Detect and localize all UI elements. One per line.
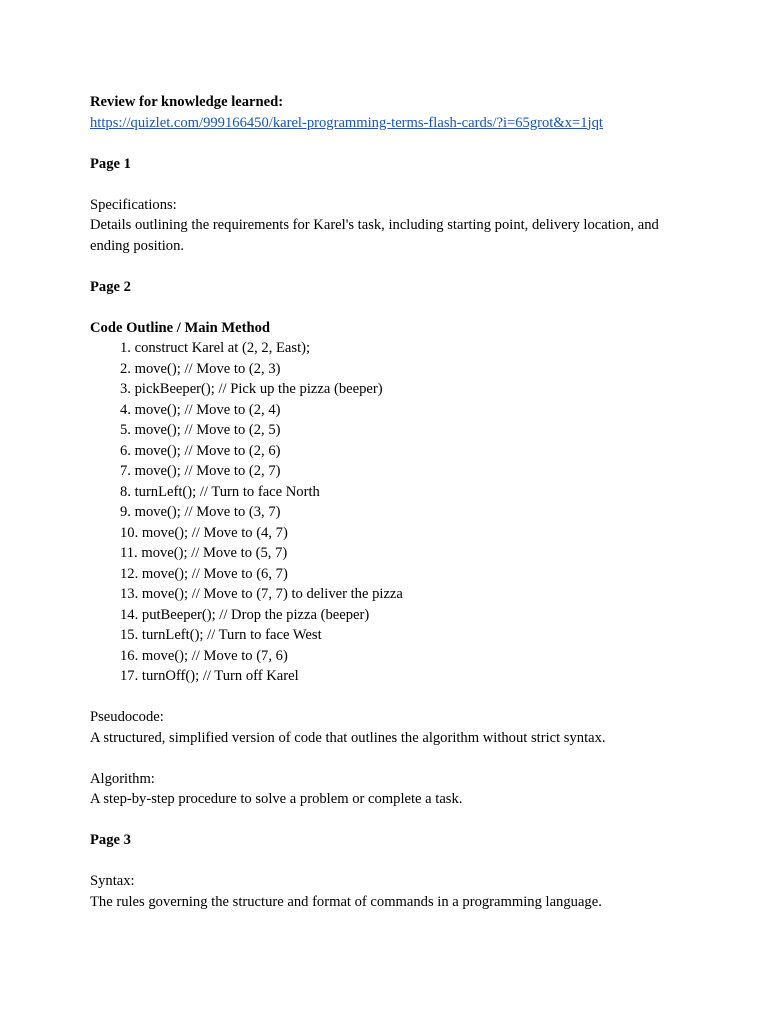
list-item: 9. move(); // Move to (3, 7) — [120, 504, 281, 520]
list-item: 6. move(); // Move to (2, 6) — [120, 442, 281, 459]
specifications-term: Specifications: — [90, 196, 177, 213]
syntax-definition: The rules governing the structure and format of commands in a programming language. — [90, 893, 602, 910]
page2-heading: Page 2 — [90, 278, 131, 295]
review-heading: Review for knowledge learned: — [90, 94, 284, 110]
pseudocode-term: Pseudocode: — [90, 709, 164, 725]
spacer — [90, 256, 690, 277]
syntax-term: Syntax: — [90, 873, 135, 889]
spacer — [90, 174, 690, 195]
list-item: 7. move(); // Move to (2, 7) — [120, 463, 281, 479]
list-item: 10. move(); // Move to (4, 7) — [120, 524, 288, 541]
list-item: 5. move(); // Move to (2, 5) — [120, 422, 281, 438]
list-item: 16. move(); // Move to (7, 6) — [120, 647, 288, 664]
page3-heading: Page 3 — [90, 832, 131, 848]
code-outline-list — [90, 338, 690, 687]
list-item: 4. move(); // Move to (2, 4) — [120, 401, 281, 418]
pseudocode-definition: A structured, simplified version of code that outlines the algorithm without strict syntax. — [90, 729, 606, 746]
spacer — [90, 297, 690, 318]
spacer — [90, 748, 690, 769]
page1-heading: Page 1 — [90, 155, 131, 172]
list-item: 8. turnLeft(); // Turn to face North — [120, 483, 320, 500]
list-item: 13. move(); // Move to (7, 7) to deliver the pizza — [120, 586, 403, 602]
code-outline-heading: Code Outline / Main Method — [90, 319, 270, 336]
algorithm-definition: A step-by-step procedure to solve a problem or complete a task. — [90, 791, 463, 807]
list-item: 14. putBeeper(); // Drop the pizza (beeper) — [120, 606, 370, 623]
spacer — [90, 810, 690, 831]
list-item: 2. move(); // Move to (2, 3) — [120, 360, 281, 377]
spacer — [90, 851, 690, 872]
list-item: 15. turnLeft(); // Turn to face West — [120, 627, 322, 643]
list-item: 12. move(); // Move to (6, 7) — [120, 565, 288, 582]
list-item: 11. move(); // Move to (5, 7) — [120, 545, 288, 561]
quizlet-link[interactable]: https://quizlet.com/999166450/karel-programming-terms-flash-cards/?i=65grot&x=1jqt — [90, 114, 603, 131]
list-item: 1. construct Karel at (2, 2, East); — [120, 340, 311, 356]
specifications-definition: Details outlining the requirements for Karel's task, including starting point, delivery location, and ending position. — [90, 217, 659, 254]
list-item: 17. turnOff(); // Turn off Karel — [120, 668, 299, 684]
spacer — [90, 687, 690, 708]
list-item: 3. pickBeeper(); // Pick up the pizza (beeper) — [120, 381, 383, 397]
document-page — [90, 92, 690, 912]
algorithm-term: Algorithm: — [90, 770, 155, 787]
spacer — [90, 133, 690, 154]
